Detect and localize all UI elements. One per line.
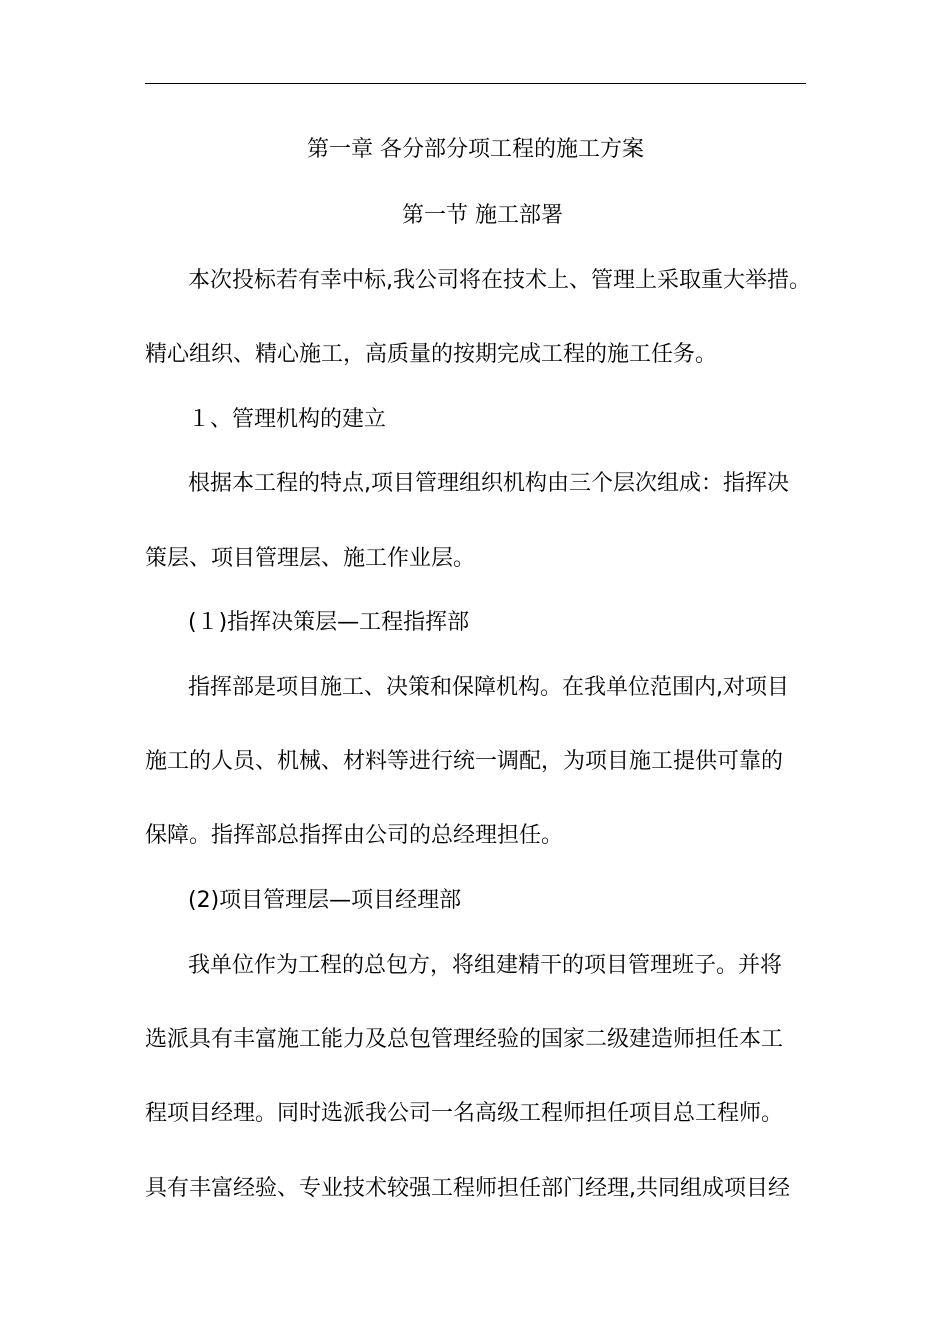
paragraph-line: 策层、项目管理层、施工作业层。 — [145, 546, 476, 571]
paragraph-line: 本次投标若有幸中标,我公司将在技术上、管理上采取重大举措。 — [188, 268, 811, 293]
section-title: 第一节 施工部署 — [402, 203, 563, 228]
paragraph-line: 程项目经理。同时选派我公司一名高级工程师担任项目总工程师。 — [145, 1101, 784, 1126]
paragraph-line: 根据本工程的特点,项目管理组织机构由三个层次组成：指挥决 — [188, 471, 789, 496]
paragraph-line: 保障。指挥部总指挥由公司的总经理担任。 — [145, 823, 564, 848]
header-rule — [145, 83, 806, 84]
paragraph-line: 我单位作为工程的总包方，将组建精干的项目管理班子。并将 — [188, 953, 783, 978]
chapter-title: 第一章 各分部分项工程的施工方案 — [307, 137, 644, 162]
paragraph-line: 指挥部是项目施工、决策和保障机构。在我单位范围内,对项目 — [188, 675, 789, 700]
paragraph-line: 施工的人员、机械、材料等进行统一调配，为项目施工提供可靠的 — [145, 749, 784, 774]
subheading: １、管理机构的建立 — [188, 407, 387, 432]
paragraph-line: 具有丰富经验、专业技术较强工程师担任部门经理,共同组成项目经 — [145, 1176, 790, 1201]
paragraph-line: 选派具有丰富施工能力及总包管理经验的国家二级建造师担任本工 — [145, 1027, 784, 1052]
subheading: (１)指挥决策层—工程指挥部 — [188, 610, 470, 635]
paragraph-line: 精心组织、精心施工，高质量的按期完成工程的施工任务。 — [145, 342, 718, 367]
subheading: (2)项目管理层—项目经理部 — [188, 888, 462, 913]
